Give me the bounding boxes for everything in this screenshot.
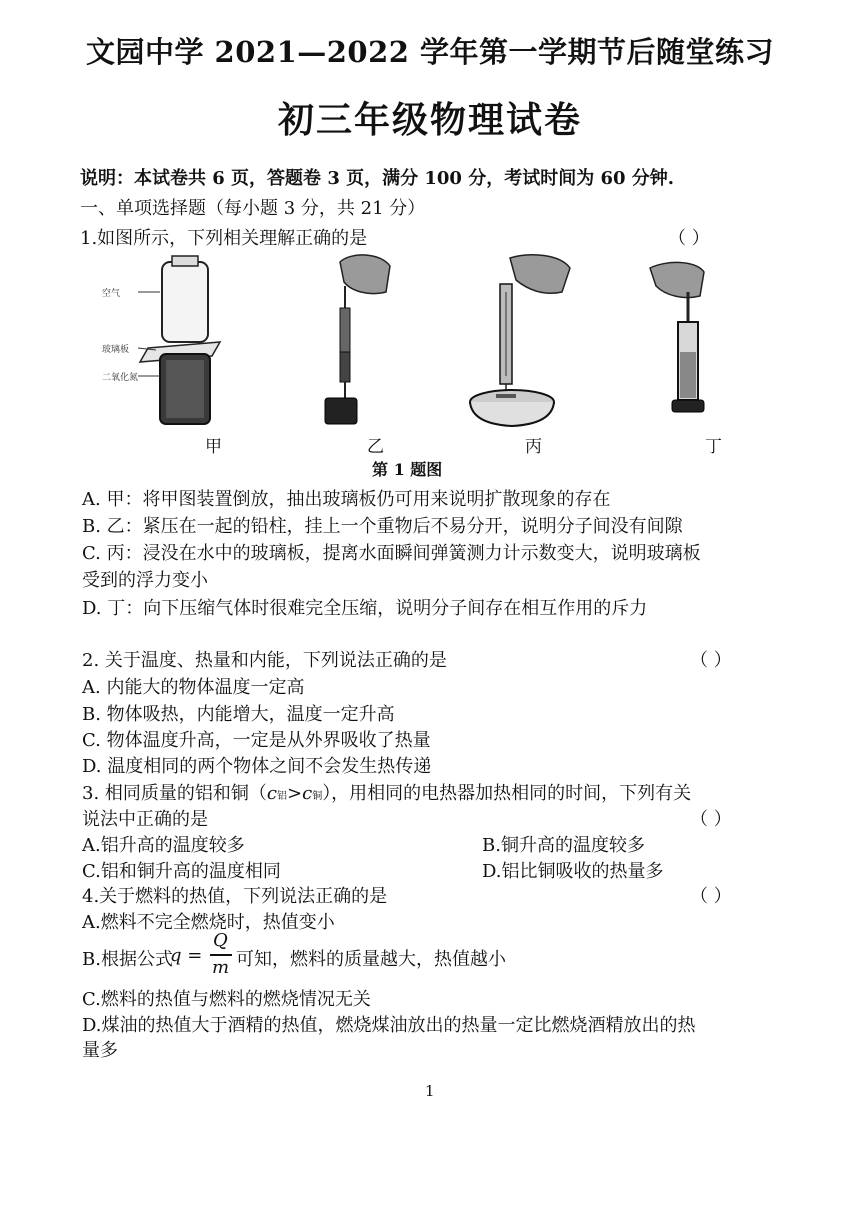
q2-option-c: C. 物体温度升高，一定是从外界吸收了热量 xyxy=(82,730,431,751)
q3-stem-part1: 3. 相同质量的铝和铜（ xyxy=(82,783,267,804)
q1-stem: 1.如图所示，下列相关理解正确的是 xyxy=(80,228,368,249)
q3-option-b: B.铜升高的温度较多 xyxy=(482,835,645,856)
instructions: 说明：本试卷共 6 页，答题卷 3 页，满分 100 分，考试时间为 60 分钟. xyxy=(80,168,675,189)
q1-option-c-cont: 受到的浮力变小 xyxy=(82,570,208,591)
figure-yi-apparatus xyxy=(325,255,390,424)
q3-option-d: D.铝比铜吸收的热量多 xyxy=(482,861,664,882)
figure-label-ding: 丁 xyxy=(705,437,722,457)
q4-option-b-post: 可知，燃料的质量越大，热值越小 xyxy=(236,949,506,970)
q1-option-b: B. 乙：紧压在一起的铅柱，挂上一个重物后不易分开，说明分子间没有间隙 xyxy=(82,516,683,537)
figure-caption: 第 1 题图 xyxy=(372,460,443,479)
q4-option-d-cont: 量多 xyxy=(82,1040,118,1061)
q3-option-c: C.铝和铜升高的温度相同 xyxy=(82,861,281,882)
q2-option-b: B. 物体吸热，内能增大，温度一定升高 xyxy=(82,704,395,725)
note-no2: 二氧化氮 xyxy=(102,373,139,383)
q4-formula-numerator: Q xyxy=(213,930,228,951)
q3-stem-part2: ），用相同的电热器加热相同的时间，下列有关 xyxy=(322,783,692,804)
q3-cu-sub: 铜 xyxy=(312,791,323,802)
q2-option-a: A. 内能大的物体温度一定高 xyxy=(82,677,305,698)
q1-answer-paren: （ ） xyxy=(668,228,710,249)
q4-option-b-pre: B.根据公式 xyxy=(82,949,173,970)
q4-formula-q: q = xyxy=(170,945,203,966)
note-glass: 玻璃板 xyxy=(102,345,130,355)
figure-label-yi: 乙 xyxy=(367,437,384,457)
figure-jia-apparatus xyxy=(102,256,220,424)
q3-c-al: c xyxy=(266,783,277,804)
q3-stem xyxy=(82,779,691,805)
q1-option-c: C. 丙：浸没在水中的玻璃板，提离水面瞬间弹簧测力计示数变大，说明玻璃板 xyxy=(82,543,701,564)
q2-option-d: D. 温度相同的两个物体之间不会发生热传递 xyxy=(82,756,432,777)
q2-answer-paren: （ ） xyxy=(690,650,732,671)
q3-gt: > xyxy=(287,783,303,804)
note-air: 空气 xyxy=(102,289,121,299)
q4-option-a: A.燃料不完全燃烧时，热值变小 xyxy=(82,912,335,933)
q1-option-a: A. 甲：将甲图装置倒放，抽出玻璃板仍可用来说明扩散现象的存在 xyxy=(82,489,611,510)
q1-figure xyxy=(100,252,760,432)
figure-label-bing: 丙 xyxy=(525,437,542,457)
q3-answer-paren: （ ） xyxy=(690,809,732,830)
q3-option-a: A.铝升高的温度较多 xyxy=(82,835,245,856)
q4-answer-paren: （ ） xyxy=(690,886,732,907)
q3-stem-line2: 说法中正确的是 xyxy=(82,809,208,830)
school-title: 文园中学 2021—2022 学年第一学期节后随堂练习 xyxy=(85,35,775,69)
figure-ding-apparatus xyxy=(650,262,704,412)
q2-stem: 2. 关于温度、热量和内能，下列说法正确的是 xyxy=(82,650,447,671)
q3-al-sub: 铝 xyxy=(277,791,287,802)
q1-option-d: D. 丁：向下压缩气体时很难完全压缩，说明分子间存在相互作用的斥力 xyxy=(82,598,648,619)
q4-formula-denominator: m xyxy=(212,957,230,978)
paper-title: 初三年级物理试卷 xyxy=(277,99,582,141)
section-heading: 一、单项选择题（每小题 3 分，共 21 分） xyxy=(80,198,426,219)
page-number: 1 xyxy=(425,1082,435,1100)
q4-option-d: D.煤油的热值大于酒精的热值，燃烧煤油放出的热量一定比燃烧酒精放出的热 xyxy=(82,1015,696,1036)
q4-fraction-bar xyxy=(210,954,232,956)
q3-c-cu: c xyxy=(302,783,313,804)
figure-label-jia: 甲 xyxy=(205,437,222,457)
q4-option-c: C.燃料的热值与燃料的燃烧情况无关 xyxy=(82,989,371,1010)
figure-bing-apparatus xyxy=(470,255,570,426)
q4-stem: 4.关于燃料的热值，下列说法正确的是 xyxy=(82,886,388,907)
